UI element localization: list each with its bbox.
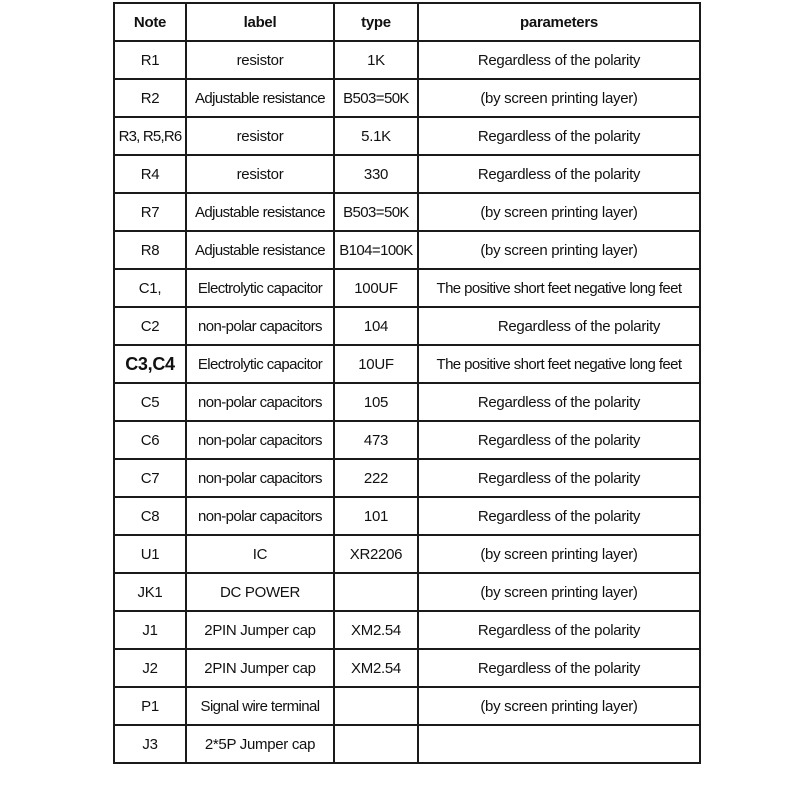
cell-label: Signal wire terminal	[186, 687, 334, 725]
cell-label: resistor	[186, 155, 334, 193]
cell-type: 100UF	[334, 269, 418, 307]
component-table	[113, 2, 701, 764]
cell-note: J2	[114, 649, 186, 687]
cell-label: Adjustable resistance	[186, 79, 334, 117]
table-row	[114, 383, 700, 421]
cell-note: C5	[114, 383, 186, 421]
cell-label: Adjustable resistance	[186, 231, 334, 269]
cell-label: Electrolytic capacitor	[186, 269, 334, 307]
cell-type: 222	[334, 459, 418, 497]
table-row	[114, 41, 700, 79]
cell-parameters: Regardless of the polarity	[418, 497, 700, 535]
cell-label: 2PIN Jumper cap	[186, 649, 334, 687]
cell-parameters: (by screen printing layer)	[418, 231, 700, 269]
cell-label: Adjustable resistance	[186, 193, 334, 231]
cell-parameters: Regardless of the polarity	[418, 649, 700, 687]
cell-type	[334, 687, 418, 725]
cell-label: non-polar capacitors	[186, 459, 334, 497]
cell-parameters: Regardless of the polarity	[418, 155, 700, 193]
table-row	[114, 307, 700, 345]
cell-note: R8	[114, 231, 186, 269]
table-row	[114, 573, 700, 611]
cell-type: 10UF	[334, 345, 418, 383]
cell-parameters: Regardless of the polarity	[418, 383, 700, 421]
cell-type: B104=100K	[334, 231, 418, 269]
cell-type: XR2206	[334, 535, 418, 573]
cell-label: non-polar capacitors	[186, 497, 334, 535]
table-row	[114, 421, 700, 459]
cell-parameters: Regardless of the polarity	[418, 459, 700, 497]
cell-note: R4	[114, 155, 186, 193]
cell-type: 105	[334, 383, 418, 421]
cell-note: R1	[114, 41, 186, 79]
cell-note: C2	[114, 307, 186, 345]
cell-note: C8	[114, 497, 186, 535]
table-row	[114, 725, 700, 763]
cell-parameters	[418, 725, 700, 763]
cell-label: resistor	[186, 41, 334, 79]
header-type: type	[334, 3, 418, 41]
cell-note: R3, R5,R6	[114, 117, 186, 155]
header-note: Note	[114, 3, 186, 41]
table-row	[114, 535, 700, 573]
header-row	[114, 3, 700, 41]
table-row	[114, 687, 700, 725]
cell-label: 2*5P Jumper cap	[186, 725, 334, 763]
cell-parameters: (by screen printing layer)	[418, 573, 700, 611]
cell-label: non-polar capacitors	[186, 307, 334, 345]
cell-label: DC POWER	[186, 573, 334, 611]
cell-note: P1	[114, 687, 186, 725]
cell-type: B503=50K	[334, 79, 418, 117]
cell-note: C1,	[114, 269, 186, 307]
table-row	[114, 231, 700, 269]
cell-type: 101	[334, 497, 418, 535]
table-row	[114, 459, 700, 497]
cell-type: XM2.54	[334, 649, 418, 687]
cell-type	[334, 725, 418, 763]
table-row	[114, 345, 700, 383]
cell-parameters: Regardless of the polarity	[418, 307, 700, 345]
cell-note: J3	[114, 725, 186, 763]
cell-label: Electrolytic capacitor	[186, 345, 334, 383]
cell-parameters: (by screen printing layer)	[418, 79, 700, 117]
cell-type: 330	[334, 155, 418, 193]
cell-parameters: Regardless of the polarity	[418, 421, 700, 459]
cell-label: 2PIN Jumper cap	[186, 611, 334, 649]
cell-parameters: (by screen printing layer)	[418, 687, 700, 725]
table-row	[114, 155, 700, 193]
cell-label: IC	[186, 535, 334, 573]
header-parameters: parameters	[418, 3, 700, 41]
table-row	[114, 269, 700, 307]
cell-type: XM2.54	[334, 611, 418, 649]
cell-type: 1K	[334, 41, 418, 79]
cell-type: 5.1K	[334, 117, 418, 155]
table-row	[114, 497, 700, 535]
cell-note: C3,C4	[114, 345, 186, 383]
cell-label: non-polar capacitors	[186, 383, 334, 421]
cell-note: R7	[114, 193, 186, 231]
table-row	[114, 611, 700, 649]
cell-type: 473	[334, 421, 418, 459]
header-label: label	[186, 3, 334, 41]
table-row	[114, 649, 700, 687]
cell-note: C7	[114, 459, 186, 497]
cell-note: U1	[114, 535, 186, 573]
cell-parameters: Regardless of the polarity	[418, 117, 700, 155]
cell-parameters: Regardless of the polarity	[418, 41, 700, 79]
cell-type	[334, 573, 418, 611]
table-row	[114, 117, 700, 155]
cell-parameters: Regardless of the polarity	[418, 611, 700, 649]
cell-type: B503=50K	[334, 193, 418, 231]
cell-label: non-polar capacitors	[186, 421, 334, 459]
cell-note: R2	[114, 79, 186, 117]
cell-parameters: (by screen printing layer)	[418, 193, 700, 231]
table-row	[114, 193, 700, 231]
cell-type: 104	[334, 307, 418, 345]
cell-parameters: The positive short feet negative long feet	[418, 269, 700, 307]
table-row	[114, 79, 700, 117]
cell-note: J1	[114, 611, 186, 649]
cell-note: JK1	[114, 573, 186, 611]
cell-parameters: The positive short feet negative long feet	[418, 345, 700, 383]
cell-note: C6	[114, 421, 186, 459]
cell-parameters: (by screen printing layer)	[418, 535, 700, 573]
cell-label: resistor	[186, 117, 334, 155]
